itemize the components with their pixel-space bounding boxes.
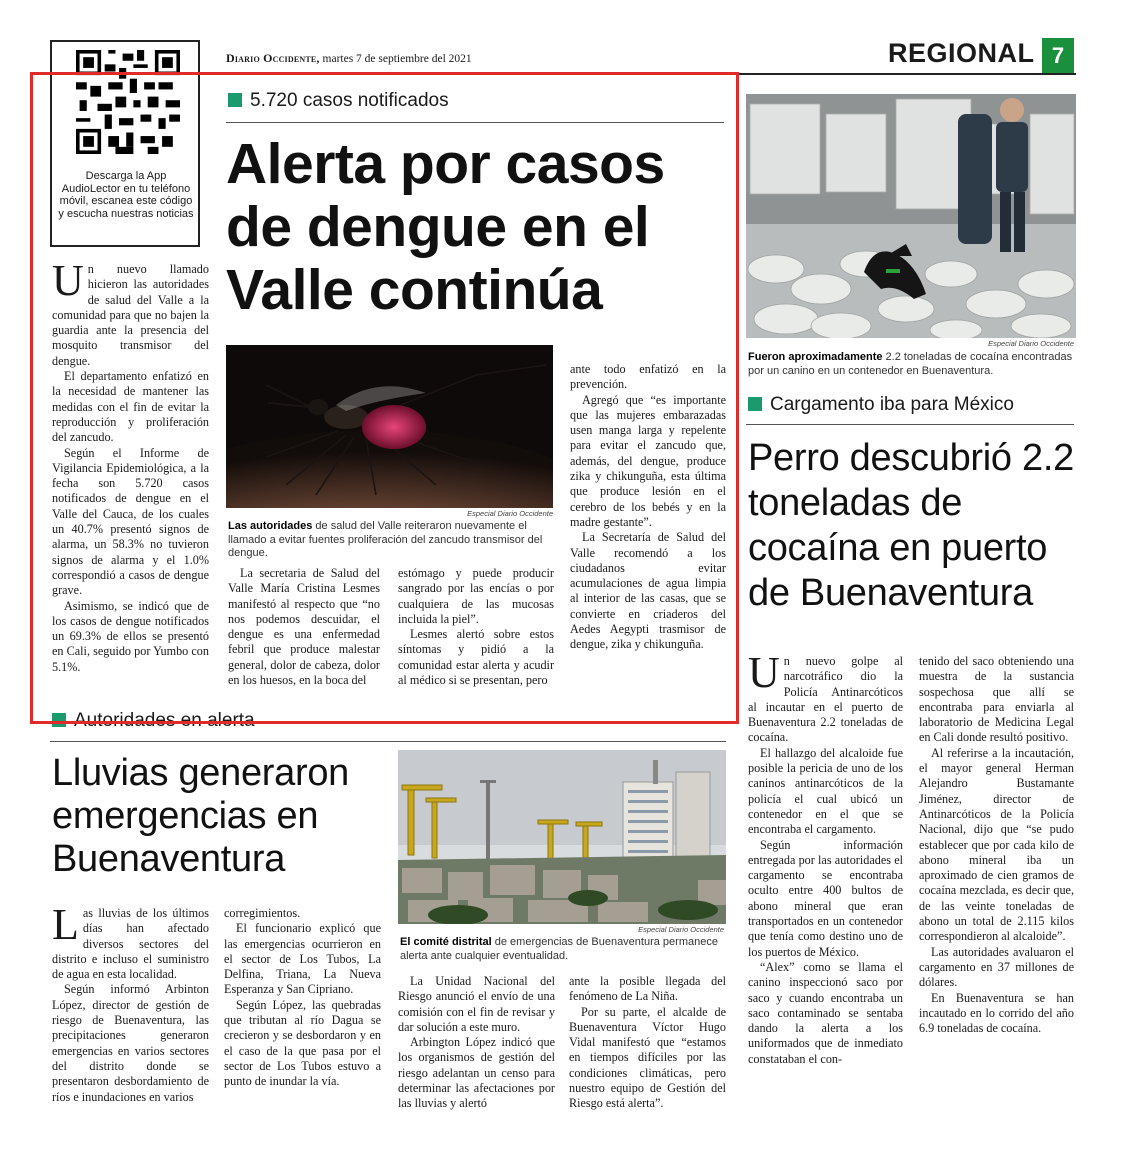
dengue-paragraph: Lesmes alertó sobre estos síntomas y pidió a la comunidad estar alerta y acudir al médico si se presentan, pero [398,627,554,688]
newspaper-name: Diario Occidente, [226,51,320,65]
cocaine-column-1 [748,648,903,1067]
masthead [226,51,472,66]
photo-credit: Especial Diario Occidente [988,339,1074,348]
rain-headline[interactable]: Lluvias generaron emergencias en Buenaventura [52,752,349,880]
dengue-paragraph: Agregó que “es importante que las mujeres embarazadas usen manga larga y repelente para evitar el zancudo que, además, del dengue, produce zika y chikunguña, esta última que produce lesión en el cerebro de los bebés y en la madre gestante”. [570,392,726,529]
port-city-photo[interactable] [398,750,726,924]
qr-code-box [50,40,200,247]
dengue-kicker-text: 5.720 casos notificados [250,90,449,111]
dropcap: U [52,256,84,305]
rain-kicker [52,710,255,732]
rain-kicker-rule [50,741,726,742]
qr-code-icon[interactable] [76,50,180,154]
rain-column-2 [224,906,381,1090]
cocaine-paragraph: n nuevo golpe al narcotráfico dio la Policía Antinarcóticos al incautar en el puerto de Buenaventura 2.2 toneladas de cocaína. [748,654,903,745]
kicker-square-icon [228,93,242,107]
cocaine-paragraph: “Alex” como se llama el canino inspeccionó saco por saco y cuando encontraba un saco contaminado se sentaba dando la alerta a los uniformados que de inmediato constataban el con- [748,959,903,1066]
dengue-paragraph: n nuevo llamado hicieron las autoridades de salud del Valle a la comunidad para que no bajen la guardia ante la presencia del mosquito transmisor del dengue. [52,262,209,368]
rain-paragraph: Por su parte, el alcalde de Buenaventura Víctor Hugo Vidal manifestó que “estamos en tiempos difíciles por las condiciones climáticas, pero nuestro equipo de Gestión del Riesgo está alerta”. [569,1004,726,1111]
rain-paragraph: ante la posible llegada del fenómeno de La Niña. [569,974,726,1004]
cocaine-paragraph: En Buenaventura se han incautado en lo corrido del año 6.9 toneladas de cocaína. [919,990,1074,1036]
dengue-column-2 [228,566,380,688]
cocaine-kicker [748,394,1014,416]
dengue-column-4 [570,362,726,653]
cocaine-paragraph: Al referirse a la incautación, el mayor general Herman Alejandro Bustamante Jiménez, director de Antinarcóticos de la Policía Nacional, dijo que “se pudo establecer que por cada kilo de abono mineral iba un aproximado de cien gramos de cocaína mezclada, es decir que, de las veinte toneladas de abono un total de 2.115 kilos correspondieron al alcaloide”. [919,745,1074,944]
caption-body: de salud del Valle reiteraron nuevamente el llamado a evitar fuentes proliferación del zancudo transmisor del dengue. [228,520,543,559]
caption-lead: Fueron aproximadamente [748,351,883,363]
dengue-paragraph: Según el Informe de Vigilancia Epidemiológica, a la fecha son 5.720 casos notificados de dengue en el Valle del Cauca, de los cuales un 40.7% presentó signos de alarma, un 58.3% no tuvieron signos de alarma y el 1.0% correspondió a casos de dengue grave. [52,445,209,598]
dengue-paragraph: La secretaria de Salud del Valle María Cristina Lesmes manifestó al respecto que “no nos podemos descuidar, el dengue es una enfermedad febril que produce malestar general, dolor de cabeza, dolor en los huesos, en la boca del [228,566,380,688]
dengue-photo-caption [228,520,554,561]
cocaine-paragraph: tenido del saco obteniendo una muestra de la sustancia sospechosa que allí se encontraba para enviarla al laboratorio de Medicina Legal en Cali donde resultó positivo. [919,654,1074,745]
qr-instructions: Descarga la App AudioLector en tu teléfono móvil, escanea este código y escucha nuestras noticias [58,170,194,220]
caption-lead: Las autoridades [228,520,313,532]
rain-kicker-text: Autoridades en alerta [74,710,255,731]
caption-lead: El comité distrital [400,936,492,948]
header-rule [222,73,1076,75]
photo-credit: Especial Diario Occidente [467,509,553,518]
rain-paragraph: El funcionario explicó que las emergencias ocurrieron en el sector de Los Tubos, La Delfina, Triana, La Nueva Esperanza y San Cipriano. [224,921,381,997]
cocaine-paragraph: El hallazgo del alcaloide fue posible la pericia de uno de los caninos antinarcóticos de la policía el cual ubicó un contenedor en el que se encontraba el cargamento. [748,745,903,837]
dengue-paragraph: ante todo enfatizó en la prevención. [570,362,726,392]
cocaine-paragraph: Las autoridades avaluaron el cargamento en 37 millones de dólares. [919,944,1074,990]
dengue-paragraph: Asimismo, se indicó que de los casos de dengue notificados un 69.3% de ellos se presentó en Cali, seguido por Yumbo con 5.1%. [52,598,209,674]
section-title: REGIONAL [888,38,1035,68]
issue-date: martes 7 de septiembre del 2021 [322,53,472,65]
dengue-kicker [228,90,449,112]
dengue-paragraph: El departamento enfatizó en la necesidad de mantener las medidas con el fin de evitar la reproducción y proliferación del zancudo. [52,369,209,445]
dropcap: L [52,900,79,949]
cocaine-headline[interactable]: Perro descubrió 2.2 toneladas de cocaína en puerto de Buenaventura [748,437,1074,614]
dengue-paragraph: La Secretaría de Salud del Valle recomendó a los ciudadanos evitar acumulaciones de agua limpia al interior de las casas, que se convierte en criaderos del Aedes Aegypti trasmisor de dengue, zika y chikunguña. [570,530,726,652]
dengue-headline[interactable]: Alerta por casos de dengue en el Valle continúa [226,132,665,322]
photo-credit: Especial Diario Occidente [638,925,724,934]
mosquito-photo[interactable] [226,345,553,508]
dengue-left-column [52,256,209,675]
cocaine-kicker-rule [746,424,1074,425]
dengue-kicker-rule [226,122,724,123]
rain-paragraph: Según informó Arbinton López, director de gestión de riesgo de Buenaventura, las precipitaciones generaron emergencias en varios sectores del distrito donde se presentaron desbordamiento de ríos e inundaciones en varios [52,982,209,1104]
rain-column-3 [398,974,555,1112]
rain-paragraph: La Unidad Nacional del Riesgo anunció el envío de una comisión con el fin de revisar y dar solución a este muro. [398,974,555,1034]
rain-paragraph: as lluvias de los últimos días han afectado diversos sectores del distrito e incluso el suministro de agua en esta localidad. [52,906,209,982]
dropcap: U [748,648,780,697]
rain-paragraph: corregimientos. [224,906,301,920]
dengue-paragraph: estómago y puede producir sangrado por las encías o por cualquiera de las mucosas incluida la piel”. [398,566,554,626]
rain-photo-caption [400,936,726,963]
dengue-column-3 [398,566,554,688]
rain-paragraph: Según López, las quebradas que tributan al río Dagua se crecieron y se desbordaron y en el caso de la que pasa por el sector de Los Tubos estuvo a punto de inundar la vía. [224,997,381,1089]
cocaine-kicker-text: Cargamento iba para México [770,394,1014,415]
kicker-square-icon [748,397,762,411]
caption-body: de emergencias de Buenaventura permanece alerta ante cualquier eventualidad. [400,936,718,962]
kicker-square-icon [52,713,66,727]
page-number-badge: 7 [1042,38,1074,74]
cocaine-paragraph: Según información entregada por las autoridades el cargamento se encontraba oculto entre 400 bultos de abono mineral que eran transportados en un contenedor que tenía como destino uno de los puertos de México. [748,837,903,959]
cocaine-photo-caption [748,351,1076,378]
caption-body: 2.2 toneladas de cocaína encontradas por un canino en un contenedor en Buenaventura. [748,351,1073,377]
rain-column-4 [569,974,726,1112]
warehouse-dog-photo[interactable] [746,94,1076,338]
rain-column-1 [52,900,209,1105]
cocaine-column-2 [919,654,1074,1036]
rain-paragraph: Arbington López indicó que los organismos de gestión del riesgo adelantan un censo para determinar las afectaciones por las lluvias y alertó [398,1035,555,1111]
